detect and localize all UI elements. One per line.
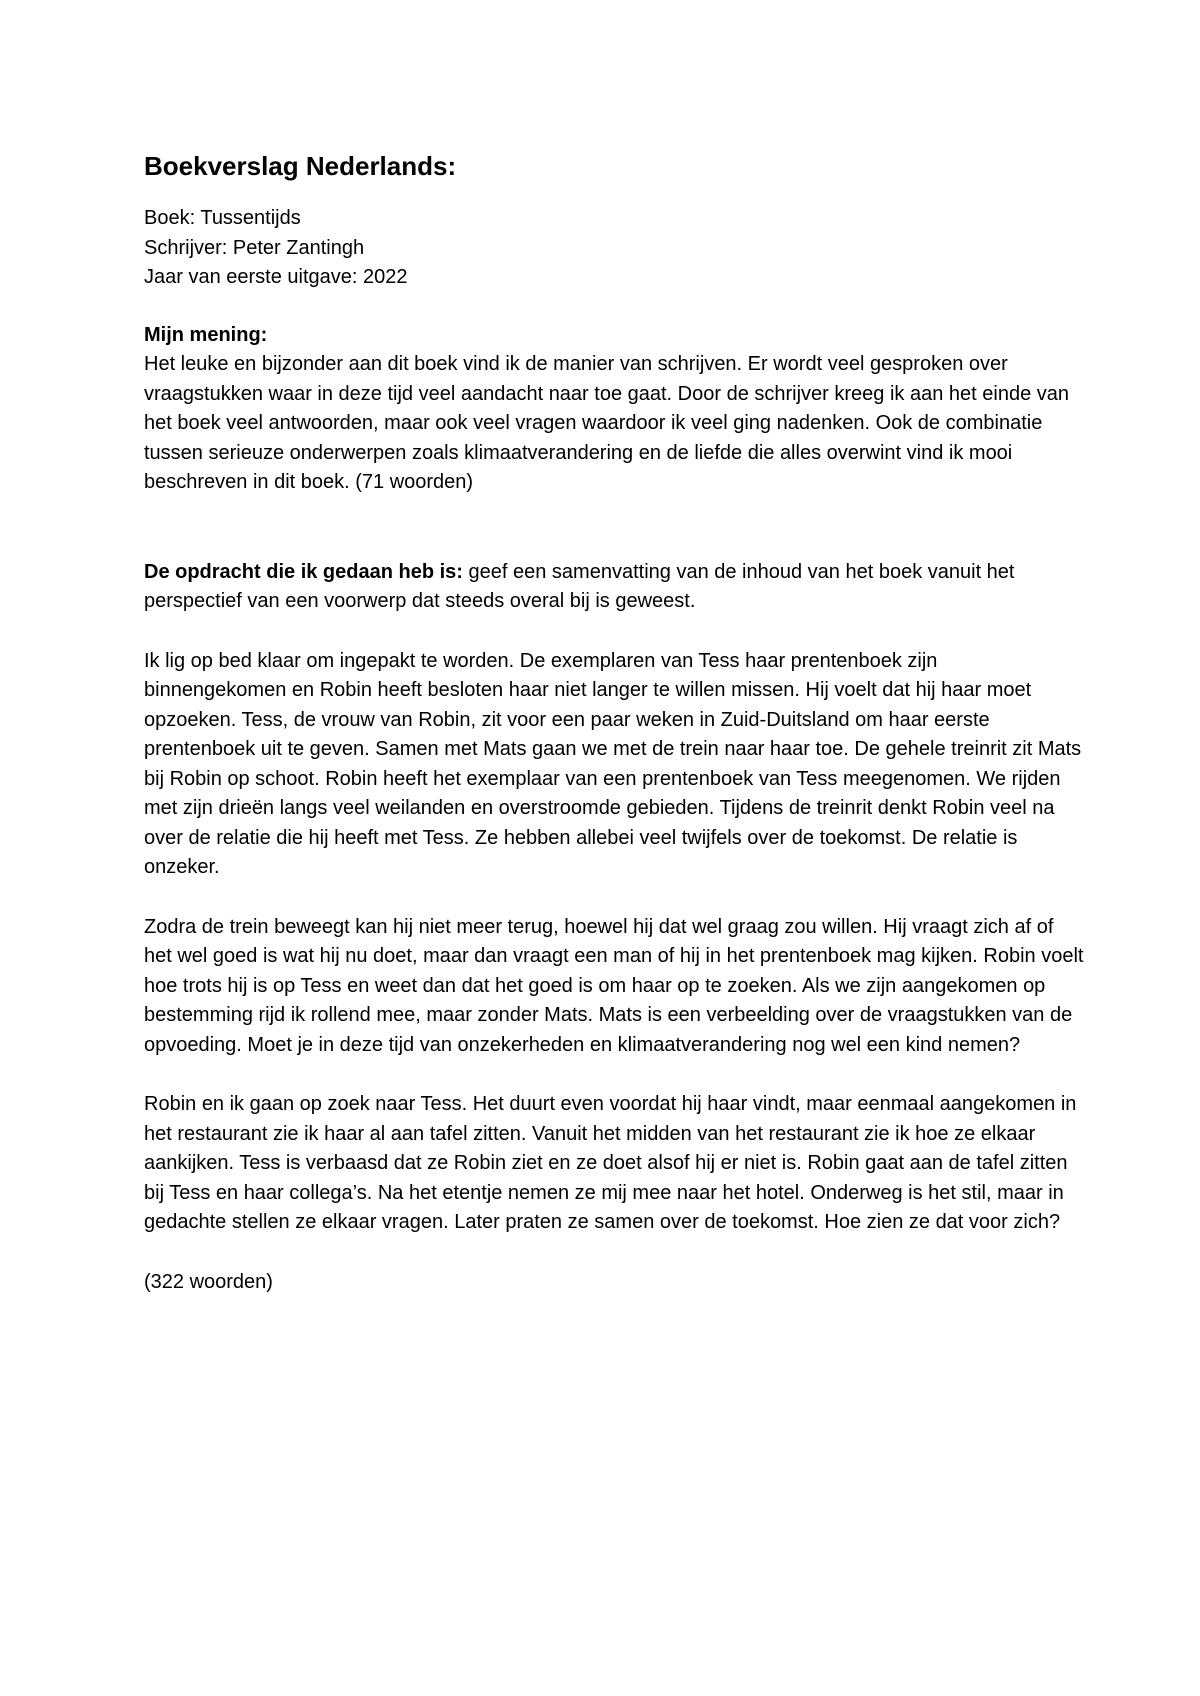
spacer [144, 883, 1084, 913]
spacer [144, 1060, 1084, 1090]
summary-paragraph-2: Zodra de trein beweegt kan hij niet meer terug, hoewel hij dat wel graag zou willen. Hij vraagt zich af of het wel goed is wat hij nu doet, maar dan vraagt een man of hij in het prentenboek mag kijken. Robin voelt hoe trots hij is op Tess en weet dan dat het goed is om haar op te zoeken. Als we zijn aangekomen op bestemming rijd ik rollend mee, maar zonder Mats. Mats is een verbeelding over de vraagstukken van de opvoeding. Moet je in deze tijd van onzekerheden en klimaatverandering nog wel een kind nemen? [144, 915, 1084, 1056]
year-line: Jaar van eerste uitgave: 2022 [144, 266, 408, 288]
spacer [144, 617, 1084, 647]
summary-paragraph-3: Robin en ik gaan op zoek naar Tess. Het duurt even voordat hij haar vindt, maar eenmaal aangekomen in het restaurant zie ik haar al aan tafel zitten. Vanuit het midden van het restaurant zie ik hoe ze elkaar aankijken. Tess is verbaasd dat ze Robin ziet en ze doet alsof hij er niet is. Robin gaat aan de tafel zitten bij Tess en haar collega’s. Na het etentje nemen ze mij mee naar het hotel. Onderweg is het stil, maar in gedachte stellen ze elkaar vragen. Later praten ze samen over de toekomst. Hoe zien ze dat voor zich? [144, 1093, 1077, 1233]
book-details [144, 204, 1084, 293]
document-title: Boekverslag Nederlands: [144, 151, 457, 181]
spacer [144, 1238, 1084, 1268]
author-line: Schrijver: Peter Zantingh [144, 236, 365, 259]
opinion-text: Het leuke en bijzonder aan dit boek vind ik de manier van schrijven. Er wordt veel gesproken over vraagstukken waar in deze tijd veel aandacht naar toe gaat. Door de schrijver kreeg ik aan het einde van het boek veel antwoorden, maar ook veel vragen waardoor ik veel ging nadenken. Ook de combinatie tussen serieuze onderwerpen zoals klimaatverandering en de liefde die alles overwint vind ik mooi beschreven in dit boek. (71 woorden) [144, 353, 1069, 493]
summary-paragraph-1: Ik lig op bed klaar om ingepakt te worden. De exemplaren van Tess haar prentenboek zijn binnengekomen en Robin heeft besloten haar niet langer te willen missen. Hij voelt dat hij haar moet opzoeken. Tess, de vrouw van Robin, zit voor een paar weken in Zuid-Duitsland om haar eerste prentenboek uit te geven. Samen met Mats gaan we met de trein naar haar toe. De gehele treinrit zit Mats bij Robin op schoot. Robin heeft het exemplaar van een prentenboek van Tess meegenomen. We rijden met zijn drieën langs veel weilanden en overstroomde gebieden. Tijdens de treinrit denkt Robin veel na over de relatie die hij heeft met Tess. Ze hebben allebei veel twijfels over de toekomst. De relatie is onzeker. [144, 649, 1082, 878]
book-line: Boek: Tussentijds [144, 207, 301, 229]
opinion-heading: Mijn mening: [144, 323, 268, 346]
spacer [144, 498, 1084, 558]
assignment-text: geef een samenvatting van de inhoud van het boek vanuit het perspectief van een voorwerp dat steeds overal bij is geweest. [144, 560, 1015, 612]
document-page [144, 148, 1084, 1297]
assignment-label: De opdracht die ik gedaan heb is: [144, 560, 463, 583]
assignment-paragraph [144, 558, 1084, 617]
word-count: (322 woorden) [144, 1270, 273, 1293]
